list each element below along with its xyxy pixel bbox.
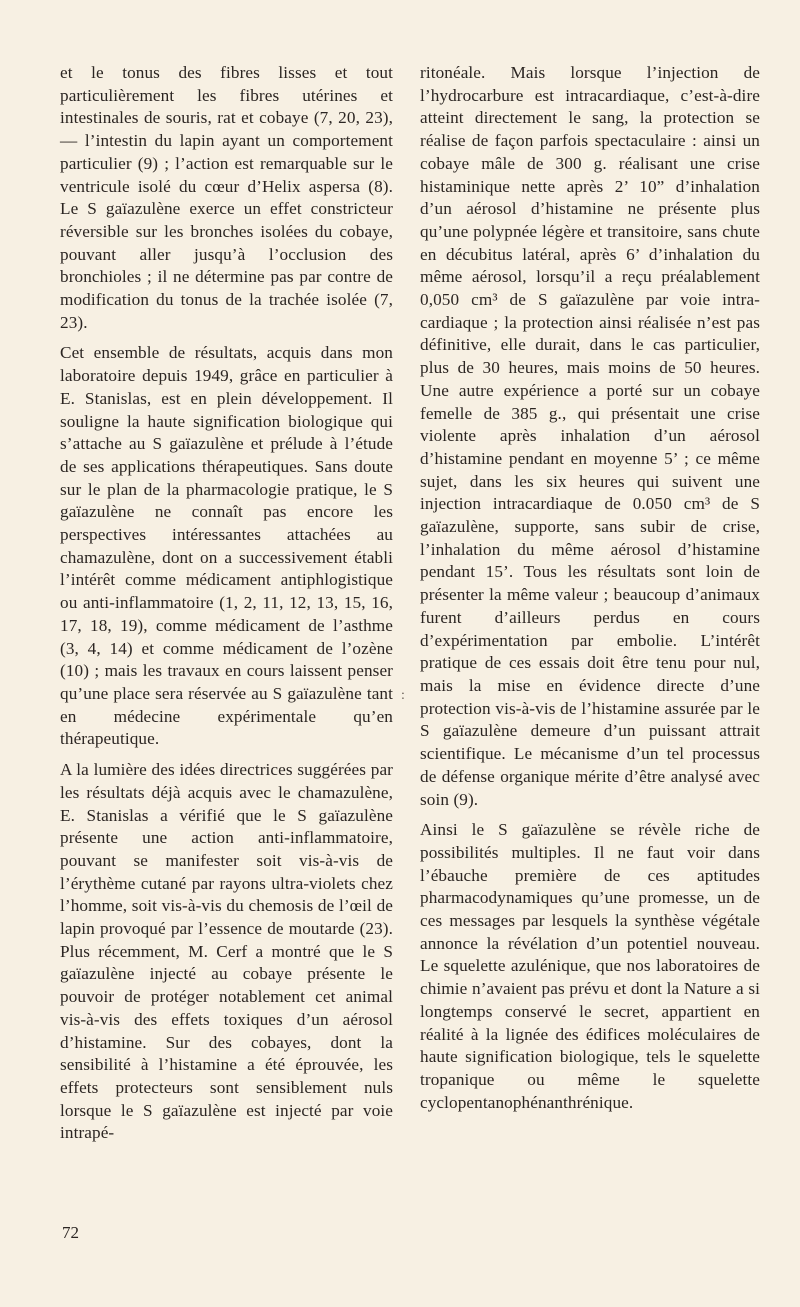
- left-paragraph-2: Cet ensemble de résultats, acquis dans mon laboratoire depuis 1949, grâce en particulier à E. Stanislas, est en plein développement. Il souligne la haute signification biologique qui s’attache au S gaïazulène et prélude à l’étude de ses applications thérapeutiques. Sans doute sur le plan de la pharmacologie pratique, le S gaïazulène ne connaît pas encore les perspectives intéressantes attachées au chamazulène, dont on a successivement établi l’intérêt comme médicament antiphlogistique ou anti-inflammatoire (1, 2, 11, 12, 13, 15, 16, 17, 18, 19), comme médicament de l’asthme (3, 4, 14) et comme médicament de l’ozène (10) ; mais les travaux en cours laissent penser qu’une place sera réservée au S gaïazulène tant en médecine expérimentale qu’en thérapeutique.: [60, 343, 393, 749]
- left-paragraph-3: A la lumière des idées directrices suggérées par les résultats déjà acquis avec le chamazulène, E. Stanislas a vérifié que le S gaïazulène présente une action anti-inflammatoire, pouvant se manifester soit vis-à-vis de l’érythème cutané par rayons ultra-violets chez l’homme, soit vis-à-vis du chemosis de l’œil de lapin provoqué par l’essence de moutarde (23). Plus récemment, M. Cerf a montré que le S gaïazulène injecté au cobaye présente le pouvoir de protéger notablement cet animal vis-à-vis des effets toxiques d’un aérosol d’histamine. Sur des cobayes, dont la sensibilité à l’histamine a été éprouvée, les effets protecteurs sont sensiblement nuls lorsque le S gaïazulène est injecté par voie intrapé-: [60, 760, 393, 1143]
- left-paragraph-1: et le tonus des fibres lisses et tout particulièrement les fibres utérines et intestinales de souris, rat et cobaye (7, 20, 23), — l’intestin du lapin ayant un comportement particulier (9) ; l’action est remarquable sur le ventricule isolé du cœur d’Helix aspersa (8). Le S gaïazulène exerce un effet constricteur réversible sur les bronches isolées du cobaye, pouvant aller jusqu’à l’occlusion des bronchioles ; il ne détermine pas par contre de modification du tonus de la trachée isolée (7, 23).: [60, 63, 393, 332]
- right-paragraph-2: Ainsi le S gaïazulène se révèle riche de possibilités multiples. Il ne faut voir dans l’ébauche première de ces aptitudes pharmacodynamiques qu’une promesse, un de ces messages par lesquels la synthèse végétale annonce la révélation d’un potentiel nouveau. Le squelette azulénique, que nos laboratoires de chimie n’avaient pas prévu et dont la Nature a si longtemps conservé le secret, appartient en réalité à la lignée des édifices moléculaires de haute signification biologique, tels le squelette tropanique ou même le squelette cyclopentanophénanthrénique.: [420, 820, 760, 1112]
- margin-mark: :: [401, 688, 405, 703]
- right-column: [420, 62, 760, 1122]
- page-number: 72: [62, 1223, 79, 1242]
- right-paragraph-1: ritonéale. Mais lorsque l’injection de l’hydrocarbure est intracardiaque, c’est-à-dire atteint directement le sang, la protection se réalise de façon parfois spectaculaire : ainsi un cobaye mâle de 300 g. réalisant une crise histaminique nette après 2’ 10” d’inhalation d’un aérosol d’histamine ne présente plus qu’une polypnée légère et transitoire, sans chute en décubitus latéral, après 6’ d’inhalation du même aérosol, lorsqu’il a reçu préalablement 0,050 cm³ de S gaïazulène par voie intra-cardiaque ; la protection ainsi réalisée n’est pas définitive, elle durait, dans le cas particulier, plus de 30 heures, mais moins de 50 heures. Une autre expérience a porté sur un cobaye femelle de 385 g., qui présentait une crise violente après inhalation d’un aérosol d’histamine pendant en moyenne 5’ ; ce même sujet, dans les six heures qui suivent une injection intracardiaque de 0.050 cm³ de S gaïazulène, supporte, sans subir de crise, l’inhalation du même aérosol d’histamine pendant 15’. Tous les résultats sont loin de présenter la même valeur ; beaucoup d’animaux furent d’ailleurs perdus en cours d’expérimentation par embolie. L’intérêt pratique de ces essais doit être tenu pour nul, mais la mise en évidence directe d’une protection vis-à-vis de l’histamine assurée par le S gaïazulène demeure d’un puissant attrait scientifique. Le mécanisme d’un tel processus de défense organique mérite d’être analysé avec soin (9).: [420, 63, 760, 809]
- left-column: [60, 62, 393, 1153]
